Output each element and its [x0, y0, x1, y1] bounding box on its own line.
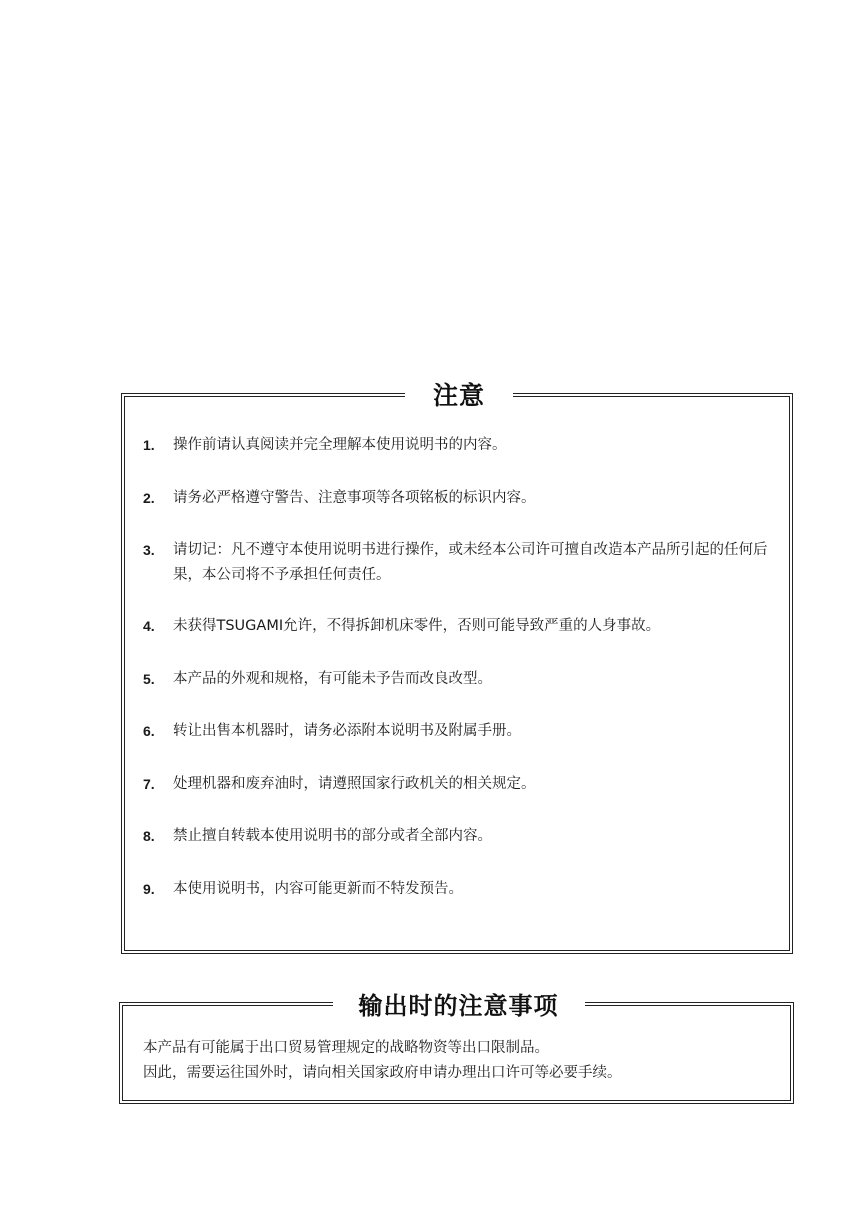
- notice-item-5: [143, 667, 775, 692]
- item-number: 7.: [143, 775, 155, 792]
- export-notice-title: 输出时的注意事项: [333, 991, 585, 1021]
- item-number: 2.: [143, 489, 155, 506]
- item-number: 3.: [143, 542, 155, 558]
- item-text: 处理机器和废弃油时，请遵照国家行政机关的相关规定。: [173, 775, 536, 792]
- export-line-1: 本产品有可能属于出口贸易管理规定的战略物资等出口限制品。: [143, 1040, 549, 1056]
- notice-item-3: [143, 538, 775, 588]
- notice-item-6: [143, 719, 775, 744]
- item-number: 9.: [143, 880, 155, 897]
- item-text: 本使用说明书，内容可能更新而不特发预告。: [173, 880, 463, 897]
- item-number: 1.: [143, 437, 155, 453]
- item-text: 转让出售本机器时，请务必添附本说明书及附属手册。: [173, 723, 521, 739]
- notice-title: 注意: [405, 381, 513, 411]
- item-text: 本产品的外观和规格，有可能未予告而改良改型。: [173, 670, 492, 687]
- notice-item-4: [143, 614, 775, 639]
- export-notice-text: [143, 1036, 776, 1086]
- notice-box: [124, 381, 790, 951]
- notice-list: [143, 433, 775, 929]
- notice-item-8: [143, 824, 775, 849]
- item-text: 请切记：凡不遵守本使用说明书进行操作，或未经本公司许可擅自改造本产品所引起的任何后果，本公司将不予承担任何责任。: [173, 542, 768, 583]
- item-text: 操作前请认真阅读并完全理解本使用说明书的内容。: [173, 437, 507, 453]
- notice-item-7: [143, 772, 775, 797]
- item-text: 未获得TSUGAMI允许，不得拆卸机床零件，否则可能导致严重的人身事故。: [173, 618, 661, 634]
- item-text: 禁止擅自转载本使用说明书的部分或者全部内容。: [173, 828, 492, 844]
- item-number: 8.: [143, 828, 155, 844]
- export-line-2: 因此，需要运往国外时，请向相关国家政府申请办理出口许可等必要手续。: [143, 1065, 622, 1081]
- item-text: 请务必严格遵守警告、注意事项等各项铭板的标识内容。: [173, 489, 536, 506]
- export-notice-box: [122, 992, 791, 1101]
- notice-item-1: [143, 433, 775, 458]
- notice-item-2: [143, 486, 775, 511]
- item-number: 4.: [143, 618, 155, 634]
- item-number: 5.: [143, 670, 155, 687]
- item-number: 6.: [143, 723, 155, 739]
- notice-item-9: [143, 877, 775, 902]
